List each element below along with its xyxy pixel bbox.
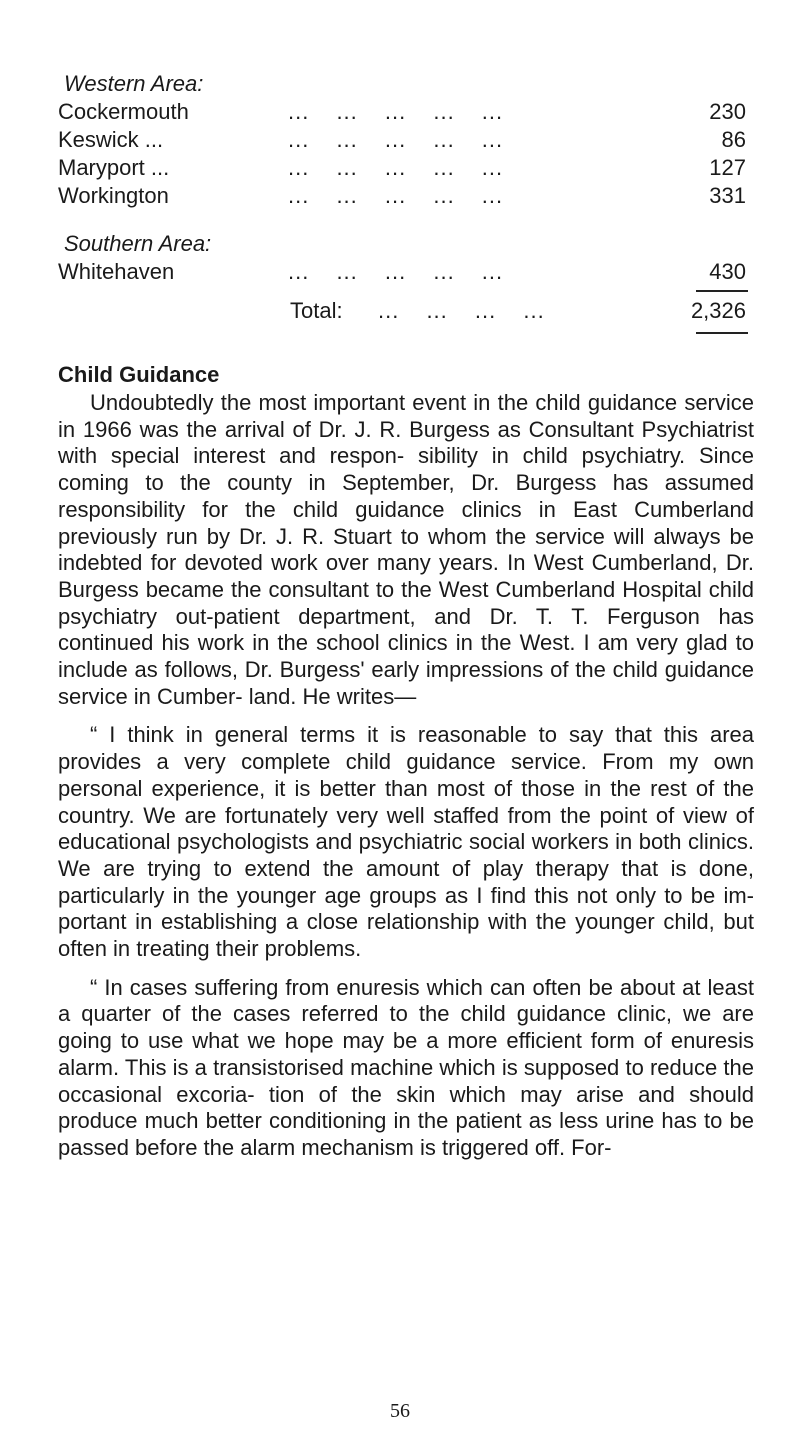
section-heading: Child Guidance (58, 362, 220, 387)
total-rule-top (696, 290, 748, 292)
document-page (58, 70, 762, 1162)
southern-area-heading: Southern Area: (64, 231, 212, 256)
place-count: 86 (721, 127, 746, 152)
spacer (58, 334, 762, 360)
western-area-list (58, 98, 762, 210)
table-row (58, 126, 762, 154)
place-count: 127 (709, 155, 746, 180)
place-count: 230 (709, 99, 746, 124)
western-area-heading: Western Area: (64, 71, 204, 96)
place-name: Maryport ... (58, 155, 170, 180)
total-value: 2,326 (690, 298, 746, 323)
southern-area-list (58, 258, 762, 286)
place-name: Keswick ... (58, 127, 164, 152)
leader-dots: ... ... ... ... (378, 298, 545, 323)
leader-dots: ... ... ... ... ... (288, 155, 504, 180)
body-paragraph: “ I think in general terms it is reasonable to say that this area provides a very complete child guidance service. From my own personal experience, it is better than most of those in the rest of the country. We are fortunately very well staffed from the point of view of educational psychologists and psychiatric social workers in both clinics. We are trying to extend the amount of play therapy that is done, particularly in the younger age groups as I find this not only to be im- portant in establishing a close relationship with the younger child, but often in treating their problems. (58, 722, 754, 962)
leader-dots: ... ... ... ... ... (288, 127, 504, 152)
place-name: Whitehaven (58, 259, 175, 284)
leader-dots: ... ... ... ... ... (288, 183, 504, 208)
body-paragraph: “ In cases suffering from enuresis which can often be about at least a quarter of the cases referred to the child guidance clinic, we are going to use what we hope may be a more efficient form of enuresis alarm. This is a transistorised machine which is supposed to reduce the occasional excoria- tion of the skin which may arise and should produce much better conditioning in the patient as less urine has to be passed before the alarm mechanism is triggered off. For- (58, 974, 754, 1160)
place-name: Cockermouth (58, 99, 189, 124)
table-row (58, 154, 762, 182)
table-row (58, 258, 762, 286)
page-number: 56 (390, 1400, 410, 1422)
table-row (58, 182, 762, 210)
total-row (58, 286, 762, 334)
spacer (58, 210, 762, 230)
place-count: 331 (709, 183, 746, 208)
total-rule-bottom (696, 332, 748, 334)
place-count: 430 (709, 259, 746, 284)
body-paragraph: Undoubtedly the most important event in the child guidance service in 1966 was the arrival of Dr. J. R. Burgess as Consultant Psychiatrist with special interest and respon- sibility in child psychiatry. Since coming to the county in September, Dr. Burgess has assumed responsibility for the child guidance clinics in East Cumberland previously run by Dr. J. R. Stuart to whom the service will always be indebted for devoted work over many years. In West Cumberland, Dr. Burgess became the consultant to the West Cumberland Hospital child psychiatry out-patient department, and Dr. T. T. Ferguson has continued his work in the school clinics in the West. I am very glad to include as follows, Dr. Burgess' early impressions of the child guidance service in Cumber- land. He writes— (58, 390, 754, 709)
leader-dots: ... ... ... ... ... (288, 259, 504, 284)
total-label: Total: (290, 298, 343, 323)
table-row (58, 98, 762, 126)
place-name: Workington (58, 183, 169, 208)
leader-dots: ... ... ... ... ... (288, 99, 504, 124)
